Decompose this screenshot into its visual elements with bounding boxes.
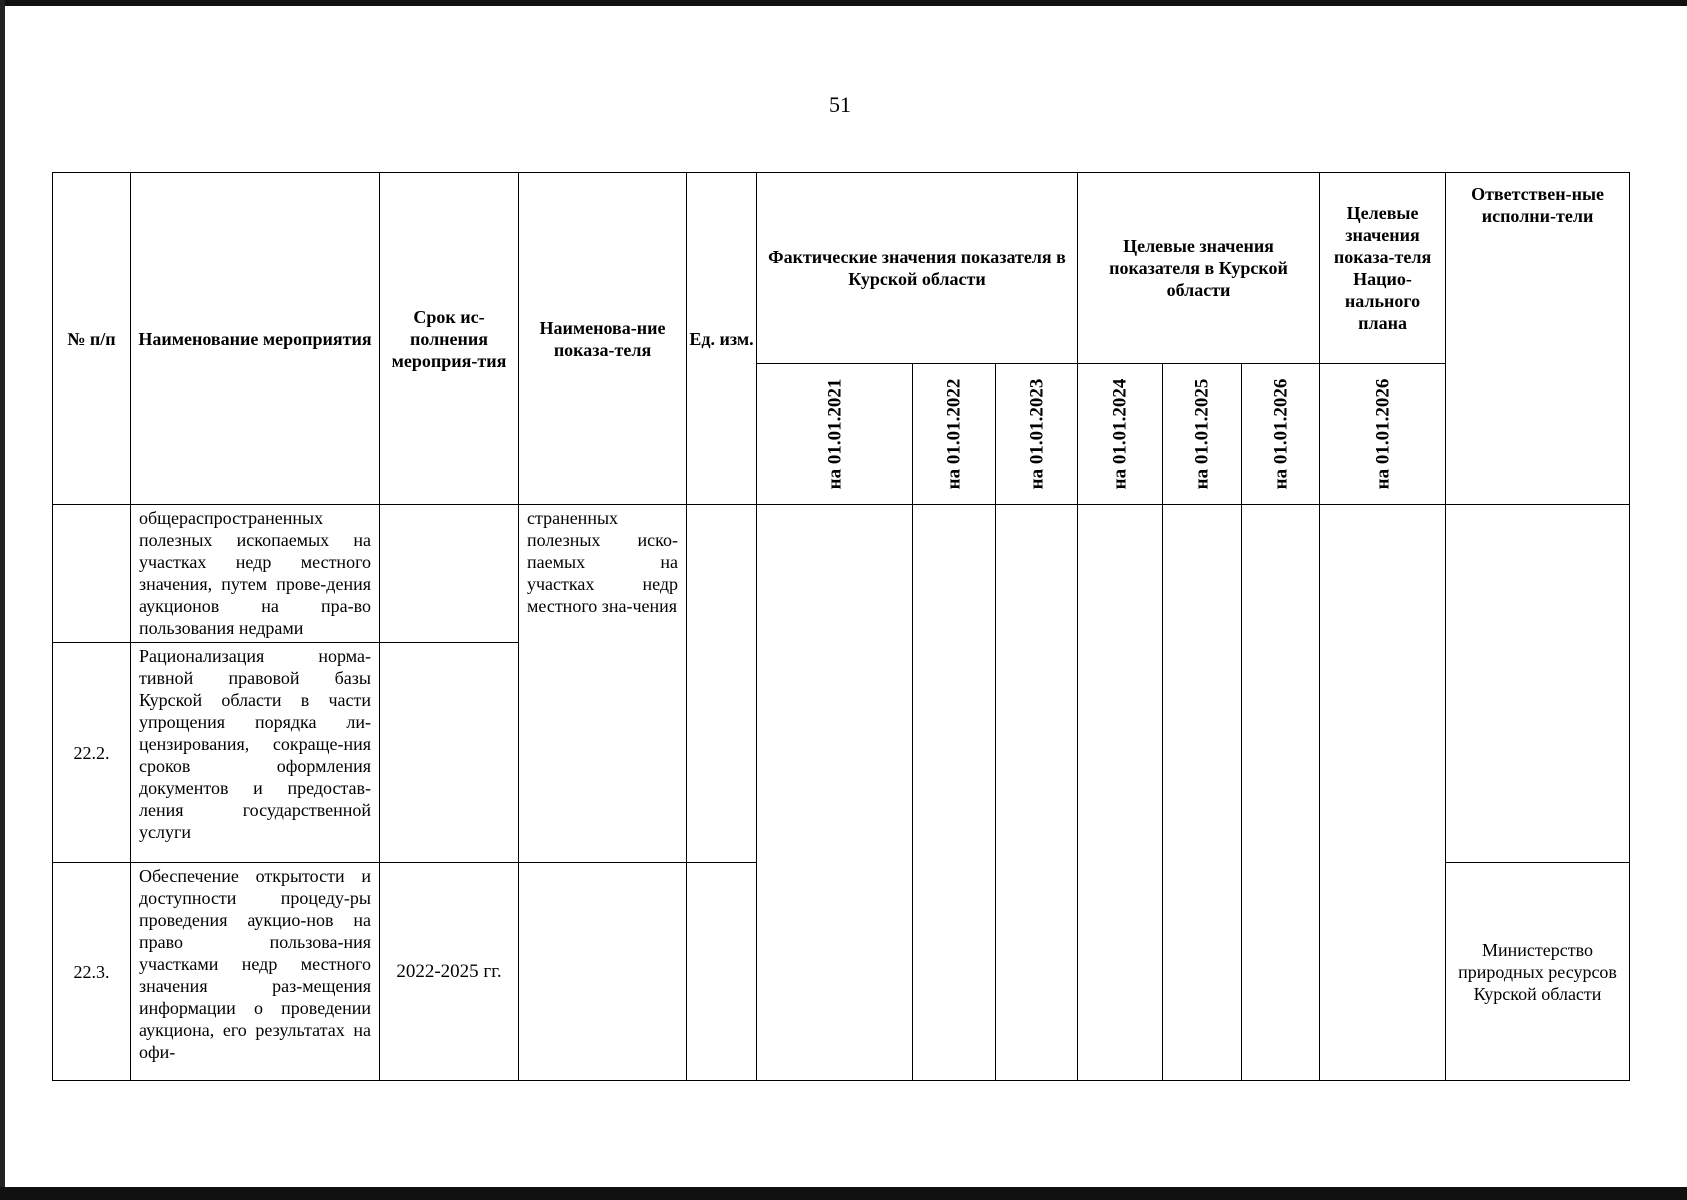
value-2024: [1078, 505, 1163, 1081]
header-target-values: Целевые значения показателя в Курской области: [1078, 173, 1320, 364]
header-term: Срок ис-полнения мероприя-тия: [380, 173, 519, 505]
row-num: 22.3.: [53, 863, 131, 1081]
value-national-2026: [1320, 505, 1446, 1081]
value-2026: [1242, 505, 1320, 1081]
date-2025: на 01.01.2025: [1191, 378, 1213, 490]
row-num: [53, 505, 131, 643]
date-cell-2026: [1242, 364, 1320, 505]
date-cell-2021: [757, 364, 913, 505]
header-num: № п/п: [53, 173, 131, 505]
date-cell-2025: [1163, 364, 1242, 505]
header-actual-values: Фактические значения показателя в Курской области: [757, 173, 1078, 364]
header-row: [53, 173, 1630, 364]
row-term: [380, 643, 519, 863]
value-2025: [1163, 505, 1242, 1081]
date-national-2026: на 01.01.2026: [1372, 378, 1394, 490]
row-unit: [687, 505, 757, 863]
row-term: 2022-2025 гг.: [380, 863, 519, 1081]
value-2022: [913, 505, 996, 1081]
measures-table: [52, 172, 1630, 1081]
row-unit: [687, 863, 757, 1081]
row-responsible: [1446, 505, 1630, 863]
scan-edge-top: [0, 0, 1687, 6]
row-num: 22.2.: [53, 643, 131, 863]
header-event: Наименование мероприятия: [131, 173, 380, 505]
row-event: Рационализация норма-тивной правовой базы Курской области в части упрощения порядка ли-цензирования, сокраще-ния сроков оформления документов и предостав-ления государственной услуги: [131, 643, 380, 863]
row-indicator: [519, 863, 687, 1081]
date-cell-2023: [996, 364, 1078, 505]
header-indicator: Наименова-ние показа-теля: [519, 173, 687, 505]
row-term: [380, 505, 519, 643]
header-responsible: Ответствен-ные исполни-тели: [1446, 173, 1630, 505]
value-2021: [757, 505, 913, 1081]
scan-edge-bottom: [0, 1187, 1687, 1200]
scan-edge-left: [0, 0, 5, 1200]
row-responsible: Министерство природных ресурсов Курской области: [1446, 863, 1630, 1081]
header-national-values: Целевые значения показа-теля Нацио-нального плана: [1320, 173, 1446, 364]
date-2024: на 01.01.2024: [1109, 378, 1131, 490]
header-unit: Ед. изм.: [687, 173, 757, 505]
row-event: общераспространенных полезных ископаемых на участках недр местного значения, путем прове-дения аукционов на пра-во пользования недрами: [131, 505, 380, 643]
date-2023: на 01.01.2023: [1026, 378, 1047, 490]
row-indicator: страненных полезных иско-паемых на участках недр местного зна-чения: [519, 505, 687, 863]
date-2022: на 01.01.2022: [943, 378, 965, 490]
date-cell-national-2026: [1320, 364, 1446, 505]
date-2026: на 01.01.2026: [1270, 378, 1292, 490]
date-cell-2022: [913, 364, 996, 505]
page-number: 51: [829, 92, 851, 117]
date-cell-2024: [1078, 364, 1163, 505]
row-event: Обеспечение открытости и доступности процеду-ры проведения аукцио-нов на право пользова-ния участками недр местного значения раз-мещения информации о проведении аукциона, его результатах на офи-: [131, 863, 380, 1081]
table-row: [53, 505, 1630, 643]
date-2021: на 01.01.2021: [824, 378, 845, 490]
value-2023: [996, 505, 1078, 1081]
